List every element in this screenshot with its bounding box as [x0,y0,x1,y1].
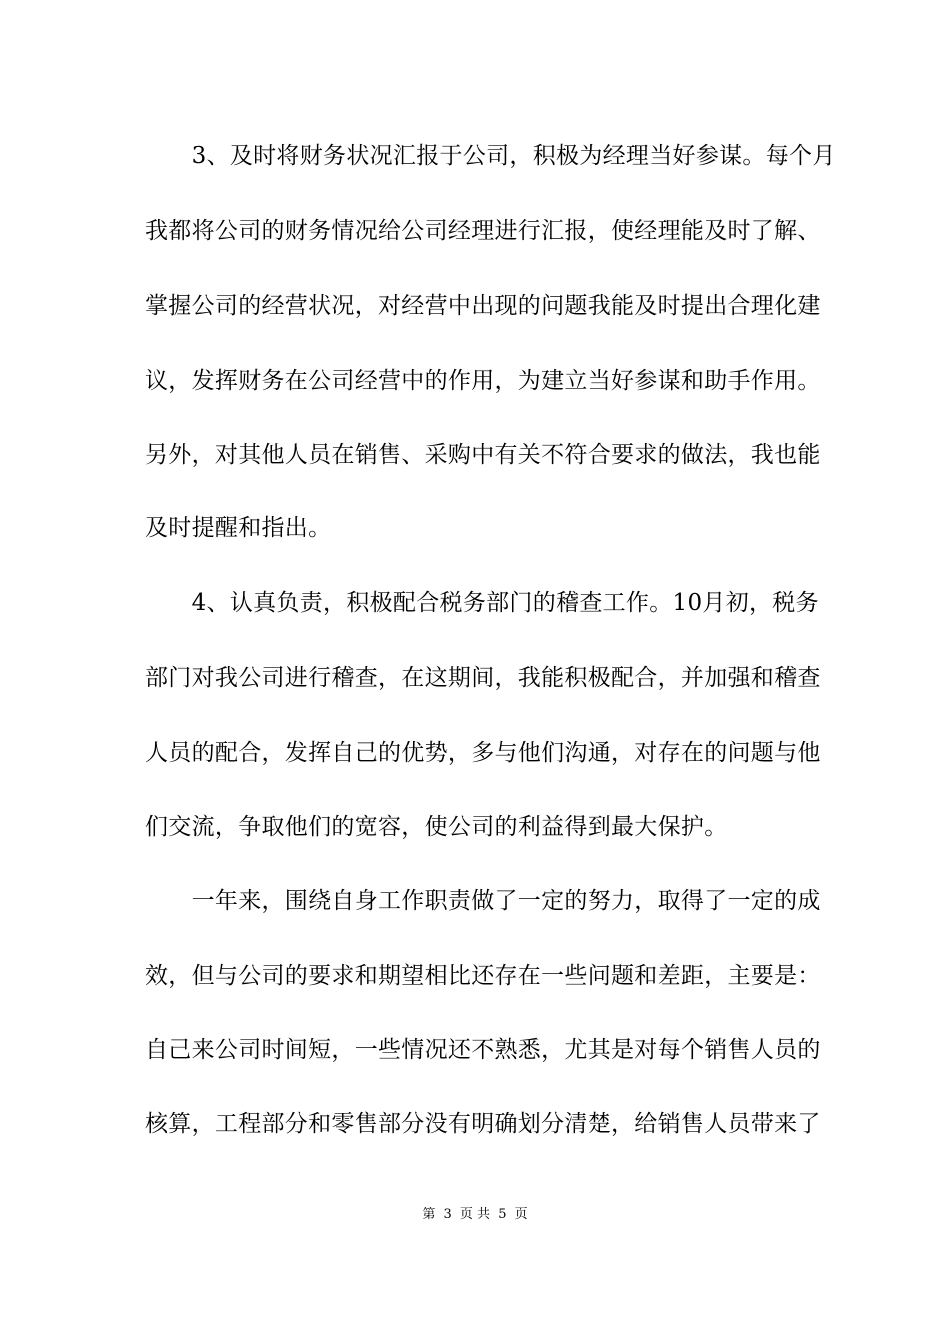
text-line: 及时提醒和指出。 [145,515,332,541]
text-line: 掌握公司的经营状况，对经营中出现的问题我能及时提出合理化建 [145,293,821,319]
text-line: 4、认真负责，积极配合税务部门的稽查工作。10月初，税务 [145,590,819,616]
current-page-number: 3 [443,1207,452,1222]
text-line: 另外，对其他人员在销售、采购中有关不符合要求的做法，我也能 [145,442,821,468]
text-line: 3、及时将财务状况汇报于公司，积极为经理当好参谋。每个月 [145,143,836,169]
total-page-number: 5 [498,1207,507,1222]
text-line: 一年来，围绕自身工作职责做了一定的努力，取得了一定的成 [145,888,821,914]
text-line: 自己来公司时间短，一些情况还不熟悉，尤其是对每个销售人员的 [145,1037,821,1063]
text-line: 效，但与公司的要求和期望相比还存在一些问题和差距，主要是： [145,963,821,989]
text-line: 人员的配合，发挥自己的优势，多与他们沟通，对存在的问题与他 [145,740,821,766]
footer-prefix: 第 [422,1207,436,1222]
text-line: 核算，工程部分和零售部分没有明确划分清楚，给销售人员带来了 [145,1111,821,1137]
footer-suffix: 页 [514,1207,528,1222]
page-number-footer [0,1206,950,1224]
text-line: 我都将公司的财务情况给公司经理进行汇报，使经理能及时了解、 [145,218,821,244]
text-line: 部门对我公司进行稽查，在这期间，我能积极配合，并加强和稽查 [145,665,821,691]
text-line: 议，发挥财务在公司经营中的作用，为建立当好参谋和助手作用。 [145,368,821,394]
footer-middle: 页 共 [459,1207,491,1222]
text-line: 们交流，争取他们的宽容，使公司的利益得到最大保护。 [145,814,728,840]
